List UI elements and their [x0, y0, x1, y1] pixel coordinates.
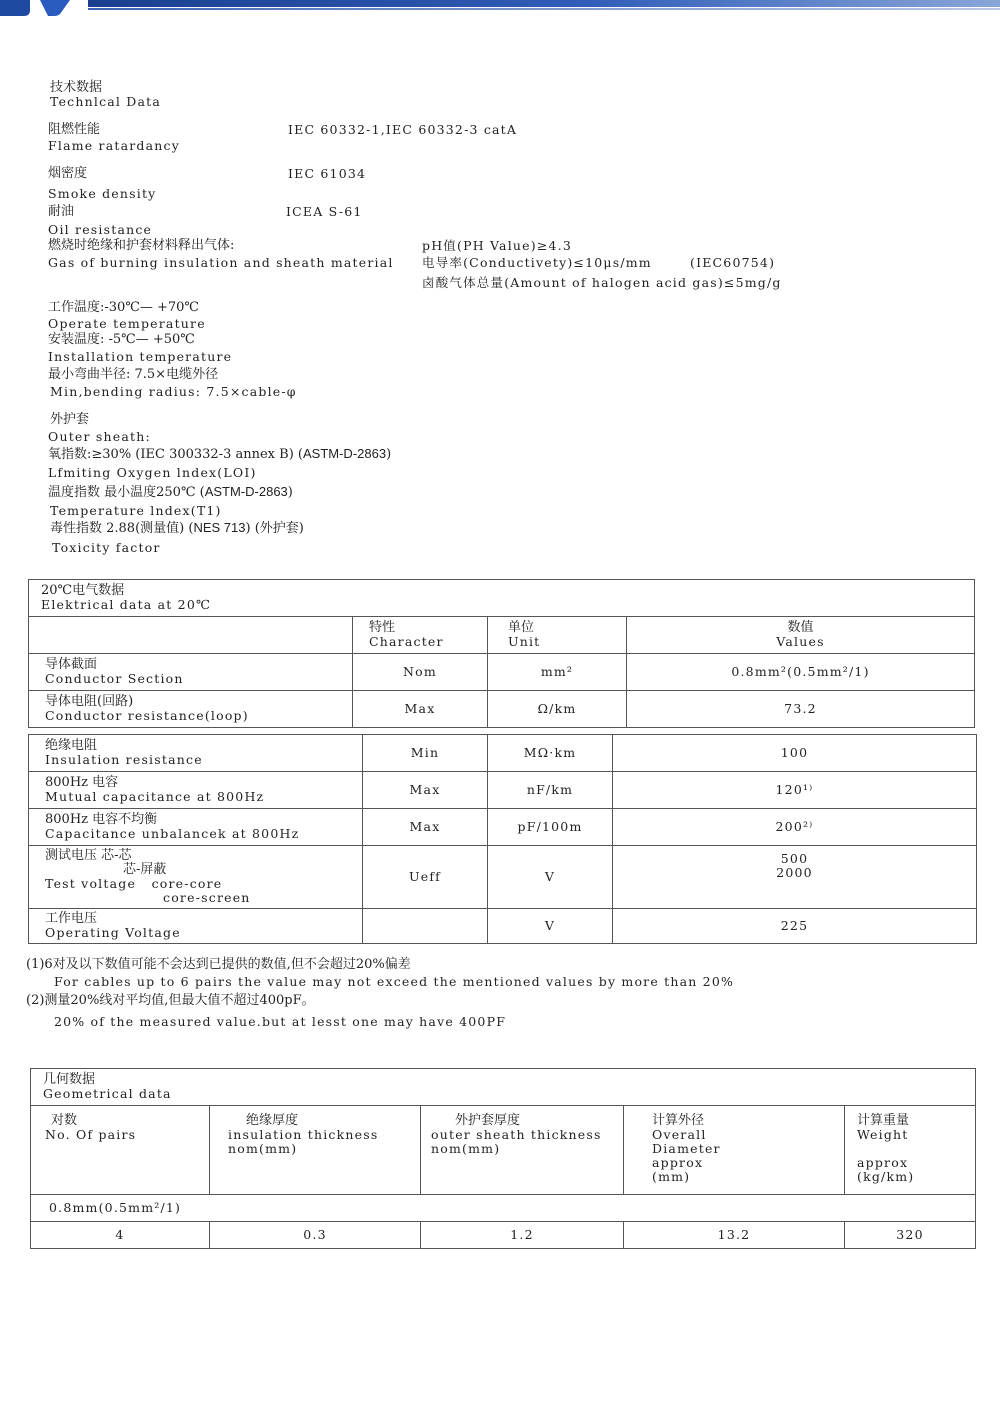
test-voltage-en [45, 877, 356, 891]
row-character: Nom [353, 654, 488, 691]
test-voltage-zh1: 测试电压 芯-芯 [45, 848, 132, 863]
geometrical-title [31, 1069, 976, 1106]
gas-conductivity-value: 电导率(Conductivety)≤10μs/mm [422, 255, 652, 270]
bend-radius-zh: 最小弯曲半径: 7.5×电缆外径 [48, 367, 219, 382]
flame-value: IEC 60332-1,IEC 60332-3 catA [288, 122, 518, 137]
row-character: Max [353, 691, 488, 728]
oxygen-index-zh [48, 446, 391, 462]
col-header-en-4: (kg/km) [857, 1169, 915, 1184]
geometrical-table [30, 1068, 976, 1249]
table-row [29, 772, 977, 809]
electrical-title-en: Elektrical data at 20℃ [41, 597, 212, 612]
row-character [363, 909, 488, 944]
oxygen-index-standard: ASTM-D-2863 [302, 446, 387, 461]
col-header-en: outer sheath thickness [431, 1127, 602, 1142]
row-unit: MΩ·km [488, 735, 613, 772]
row-label-en: Conductor Section [45, 671, 184, 686]
row-unit: mm² [488, 654, 627, 691]
toxicity-zh [50, 520, 304, 536]
col-header-insulation [210, 1106, 421, 1195]
row-unit: V [488, 909, 613, 944]
toxicity-en: Toxicity factor [52, 540, 161, 555]
cell-pairs: 4 [31, 1222, 210, 1249]
row-label-en: Capacitance unbalancek at 800Hz [45, 826, 300, 841]
col-header-zh: 对数 [51, 1113, 78, 1128]
flame-label-zh: 阻燃性能 [48, 122, 101, 137]
row-label-zh: 800Hz 电容不均衡 [45, 812, 158, 827]
row-label [29, 809, 363, 846]
col-header-sheath [421, 1106, 624, 1195]
oil-value: ICEA S-61 [286, 204, 363, 219]
toxicity-close: ) (外护套) [245, 521, 304, 536]
row-label-zh: 800Hz 电容 [45, 775, 119, 790]
gas-label-zh: 燃烧时绝缘和护套材料释出气体: [48, 238, 235, 253]
geometrical-title-zh: 几何数据 [43, 1072, 96, 1087]
row-label-zh: 导体电阻(回路) [45, 694, 134, 709]
test-voltage-en1: Test voltage [45, 876, 137, 891]
row-character: Min [363, 735, 488, 772]
row-value: 120¹⁾ [613, 772, 977, 809]
col-header-weight [845, 1106, 976, 1195]
bend-radius-en: Min,bending radius: 7.5×cable-φ [50, 384, 297, 399]
tech-heading-zh: 技术数据 [50, 80, 103, 95]
col-header-diameter [624, 1106, 845, 1195]
row-unit: V [488, 846, 613, 909]
row-character: Max [363, 772, 488, 809]
test-voltage-zh2: 芯-屏蔽 [123, 862, 167, 877]
table-row [29, 846, 977, 909]
row-unit: Ω/km [488, 691, 627, 728]
gas-halogen-value: 卤酸气体总量(Amount of halogen acid gas)≤5mg/g [422, 275, 782, 290]
test-voltage-en3: core-screen [163, 890, 251, 905]
temp-index-text: 温度指数 最小温度250℃ ( [48, 485, 205, 500]
oil-label-en: Oil resistance [48, 222, 153, 237]
gas-ph-value: pH值(PH Value)≥4.3 [422, 238, 572, 253]
cell-weight: 320 [845, 1222, 976, 1249]
smoke-value: IEC 61034 [288, 166, 367, 181]
smoke-label-en: Smoke density [48, 186, 157, 201]
header-values-en: Values [776, 634, 825, 649]
row-label-en: Conductor resistance(loop) [45, 708, 249, 723]
oxygen-index-close: ) [386, 447, 392, 462]
gas-conductivity-standard: (IEC60754) [690, 255, 776, 270]
cell-sheath: 1.2 [421, 1222, 624, 1249]
header-character-en: Character [369, 634, 444, 649]
sheath-heading-en: Outer sheath: [48, 429, 151, 444]
col-header-en-2: Diameter [652, 1141, 721, 1156]
col-header-en-2: nom(mm) [228, 1141, 298, 1156]
electrical-table-top [28, 579, 975, 728]
row-label-en: Mutual capacitance at 800Hz [45, 789, 265, 804]
table-row [29, 691, 975, 728]
install-temp-zh: 安装温度: -5℃— +50℃ [48, 332, 195, 347]
table-row [29, 654, 975, 691]
row-unit: pF/100m [488, 809, 613, 846]
header-values [627, 617, 975, 654]
toxicity-standard: NES 713 [193, 520, 246, 535]
table-row [29, 909, 977, 944]
test-voltage-values [613, 846, 977, 909]
header-unit-zh: 单位 [508, 620, 535, 635]
col-header-en-3: approx [652, 1155, 704, 1170]
col-header-zh: 外护套厚度 [455, 1113, 521, 1128]
install-temp-en: Installation temperature [48, 349, 233, 364]
header-unit-en: Unit [508, 634, 541, 649]
col-header-zh: 计算重量 [857, 1113, 910, 1128]
row-label-zh: 绝缘电阻 [45, 738, 98, 753]
row-character: Ueff [363, 846, 488, 909]
row-label [29, 691, 353, 728]
col-header-en: No. Of pairs [45, 1127, 137, 1142]
col-header-en: insulation thickness [228, 1127, 379, 1142]
operate-temp-zh: 工作温度:-30℃— +70℃ [48, 300, 199, 315]
table-row [29, 809, 977, 846]
smoke-label-zh: 烟密度 [48, 166, 88, 181]
flame-label-en: Flame ratardancy [48, 138, 180, 153]
note-1-zh: (1)6对及以下数值可能不会达到已提供的数值,但不会超过20%偏差 [26, 957, 411, 972]
header-character-zh: 特性 [369, 620, 396, 635]
oxygen-index-en: Lfmiting Oxygen lndex(LOI) [48, 465, 257, 480]
test-voltage-value-2: 2000 [776, 865, 813, 880]
row-unit: nF/km [488, 772, 613, 809]
temp-index-standard: ASTM-D-2863 [204, 484, 288, 499]
col-header-zh: 绝缘厚度 [246, 1113, 299, 1128]
col-header-en: Weight [857, 1127, 909, 1142]
row-value: 100 [613, 735, 977, 772]
geometrical-title-en: Geometrical data [43, 1086, 172, 1101]
col-header-en-2 [857, 1142, 969, 1156]
tech-heading-en: Technlcal Data [50, 94, 162, 109]
header-bar [88, 0, 1000, 7]
electrical-table-bottom [28, 734, 977, 944]
row-value: 73.2 [627, 691, 975, 728]
test-voltage-en2: core-core [151, 876, 223, 891]
note-2-en: 20% of the measured value.but at lesst one may have 400PF [54, 1014, 507, 1029]
table-row [31, 1222, 976, 1249]
sheath-heading-zh: 外护套 [50, 412, 90, 427]
header-character [353, 617, 488, 654]
group-label: 0.8mm(0.5mm²/1) [31, 1195, 976, 1222]
test-voltage-value-1: 500 [780, 851, 809, 866]
row-label-zh: 导体截面 [45, 657, 98, 672]
temp-index-zh [48, 484, 293, 500]
col-header-en-3: approx [857, 1155, 909, 1170]
toxicity-text: 毒性指数 2.88(测量值) ( [50, 521, 194, 536]
row-label [29, 772, 363, 809]
row-value: 225 [613, 909, 977, 944]
oxygen-index-text: 氧指数:≥30% (IEC 300332-3 annex B) ( [48, 447, 303, 462]
row-character: Max [363, 809, 488, 846]
temp-index-en: Temperature lndex(T1) [50, 503, 222, 518]
table-row [29, 735, 977, 772]
test-voltage-label [29, 846, 363, 909]
col-header-en-2: nom(mm) [431, 1141, 501, 1156]
operate-temp-en: Operate temperature [48, 316, 206, 331]
row-label [29, 654, 353, 691]
row-label [29, 909, 363, 944]
note-2-zh: (2)测量20%线对平均值,但最大值不超过400pF。 [26, 993, 315, 1008]
header-values-zh: 数值 [787, 620, 814, 635]
header-unit [488, 617, 627, 654]
oil-label-zh: 耐油 [48, 204, 75, 219]
electrical-title-zh: 20℃电气数据 [41, 583, 125, 598]
temp-index-close: ) [287, 485, 293, 500]
row-label [29, 735, 363, 772]
row-label-zh: 工作电压 [45, 911, 98, 926]
col-header-en: Overall [652, 1127, 707, 1142]
header-blank [29, 617, 353, 654]
note-1-en: For cables up to 6 pairs the value may not exceed the mentioned values by more than 20% [54, 974, 735, 989]
row-label-en: Insulation resistance [45, 752, 203, 767]
row-label-en: Operating Voltage [45, 925, 181, 940]
logo-icon [0, 0, 70, 16]
row-value: 200²⁾ [613, 809, 977, 846]
header-line [88, 8, 1000, 10]
cell-diameter: 13.2 [624, 1222, 845, 1249]
gas-label-en: Gas of burning insulation and sheath material [48, 255, 394, 270]
cell-insulation: 0.3 [210, 1222, 421, 1249]
col-header-en-4: (mm) [652, 1169, 691, 1184]
col-header-pairs [31, 1106, 210, 1195]
col-header-zh: 计算外径 [652, 1113, 705, 1128]
row-value: 0.8mm²(0.5mm²/1) [627, 654, 975, 691]
electrical-title [29, 580, 975, 617]
